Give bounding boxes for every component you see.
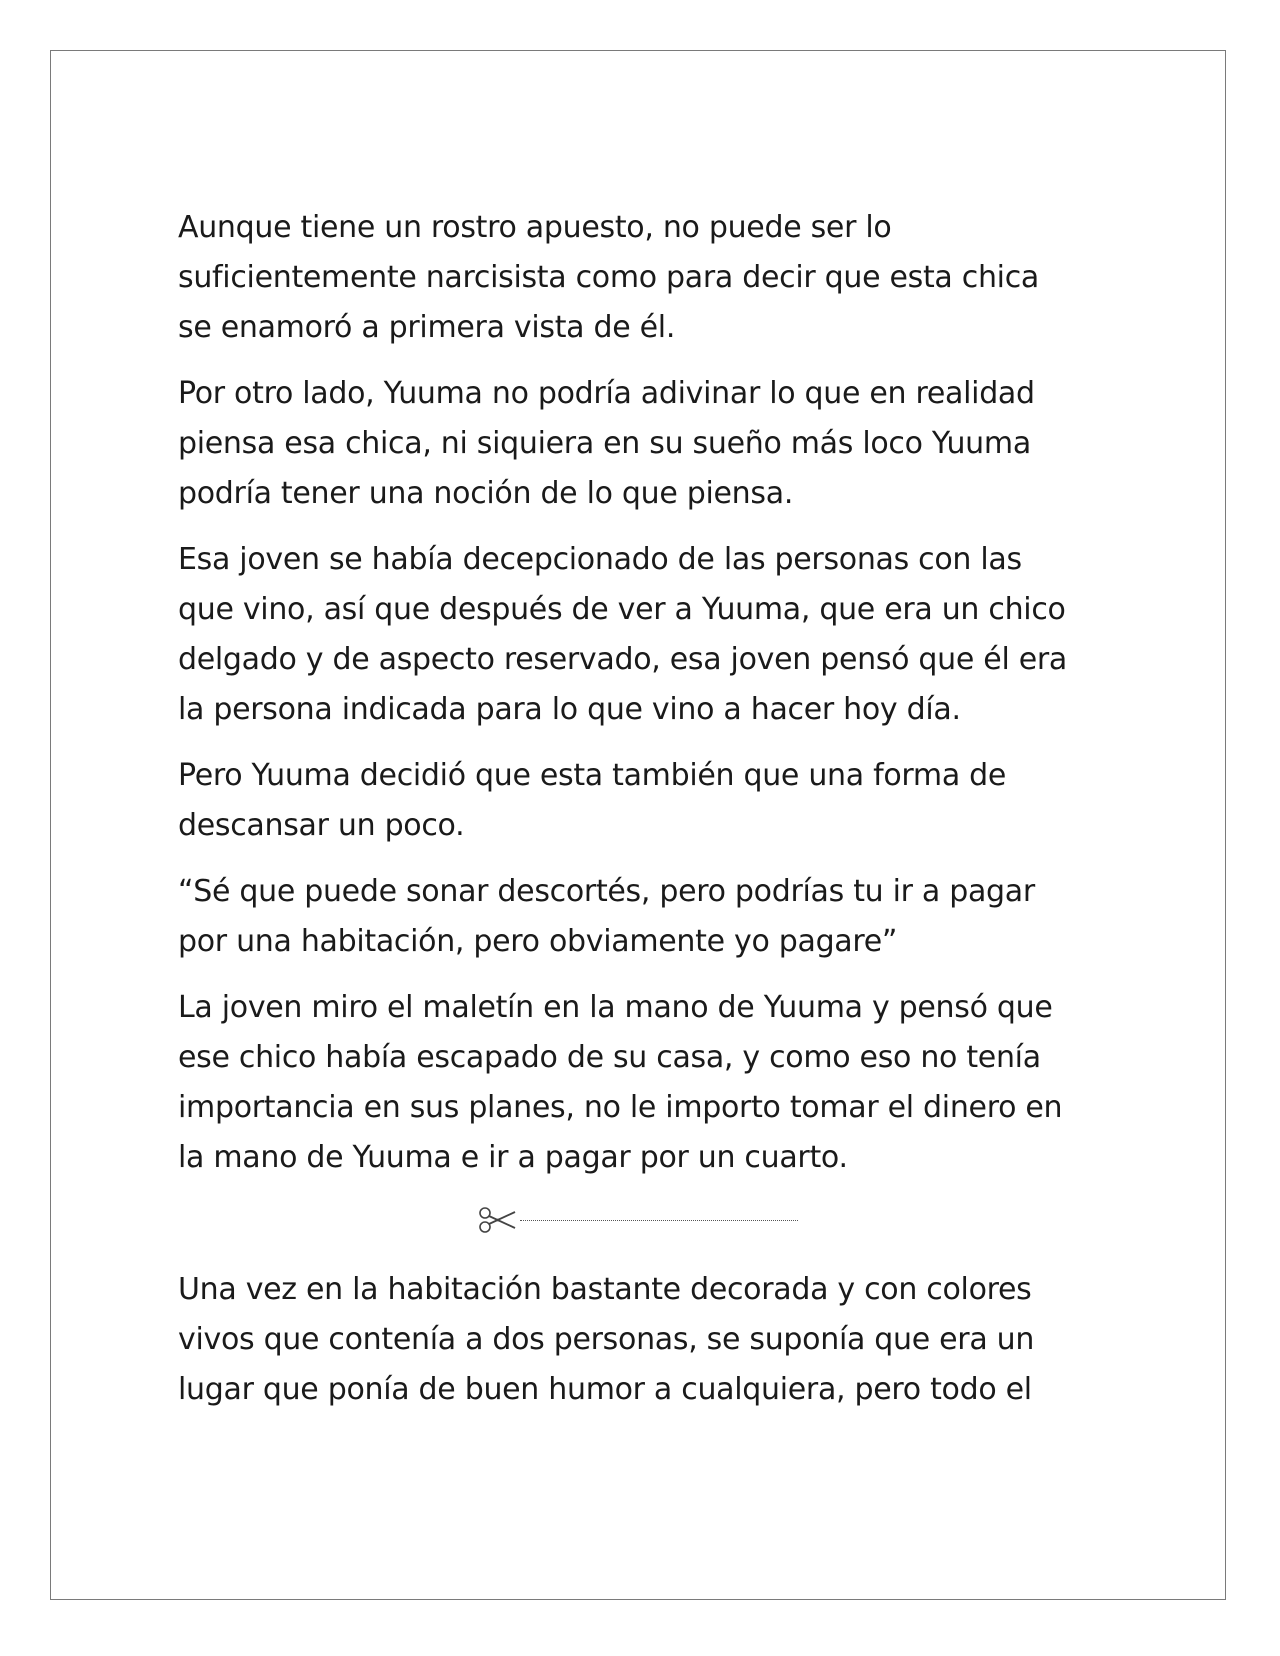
text-line: importancia en sus planes, no le importo tomar el dinero en	[178, 1090, 1063, 1125]
document-body	[178, 203, 1108, 1431]
scissors-icon	[478, 1205, 518, 1235]
paragraph	[178, 983, 1108, 1183]
text-line: Por otro lado, Yuuma no podría adivinar lo que en realidad	[178, 376, 1035, 411]
paragraph	[178, 535, 1108, 735]
paragraph	[178, 369, 1108, 519]
text-line: vivos que contenía a dos personas, se suponía que era un	[178, 1322, 1035, 1357]
text-line: lugar que ponía de buen humor a cualquiera, pero todo el	[178, 1372, 1032, 1407]
scene-break-divider	[178, 1199, 1108, 1253]
text-line: Esa joven se había decepcionado de las personas con las	[178, 542, 1022, 577]
text-line: por una habitación, pero obviamente yo pagare”	[178, 924, 898, 959]
text-line: que vino, así que después de ver a Yuuma, que era un chico	[178, 592, 1066, 627]
text-line: piensa esa chica, ni siquiera en su sueño más loco Yuuma	[178, 426, 1031, 461]
text-line: descansar un poco.	[178, 808, 465, 843]
paragraph	[178, 751, 1108, 851]
text-line: delgado y de aspecto reservado, esa joven pensó que él era	[178, 642, 1067, 677]
text-line: se enamoró a primera vista de él.	[178, 310, 676, 345]
text-line: Una vez en la habitación bastante decorada y con colores	[178, 1272, 1032, 1307]
paragraph-dialogue	[178, 867, 1108, 967]
text-line: la mano de Yuuma e ir a pagar por un cuarto.	[178, 1140, 848, 1175]
text-line: Pero Yuuma decidió que esta también que una forma de	[178, 758, 1007, 793]
text-line: “Sé que puede sonar descortés, pero podrías tu ir a pagar	[178, 874, 1035, 909]
text-line: La joven miro el maletín en la mano de Yuuma y pensó que	[178, 990, 1053, 1025]
paragraph	[178, 1265, 1108, 1415]
cut-line	[520, 1220, 798, 1221]
text-line: podría tener una noción de lo que piensa.	[178, 476, 794, 511]
text-line: ese chico había escapado de su casa, y como eso no tenía	[178, 1040, 1041, 1075]
paragraph	[178, 203, 1108, 353]
text-line: Aunque tiene un rostro apuesto, no puede ser lo	[178, 210, 892, 245]
text-line: la persona indicada para lo que vino a hacer hoy día.	[178, 692, 961, 727]
text-line: suficientemente narcisista como para decir que esta chica	[178, 260, 1039, 295]
